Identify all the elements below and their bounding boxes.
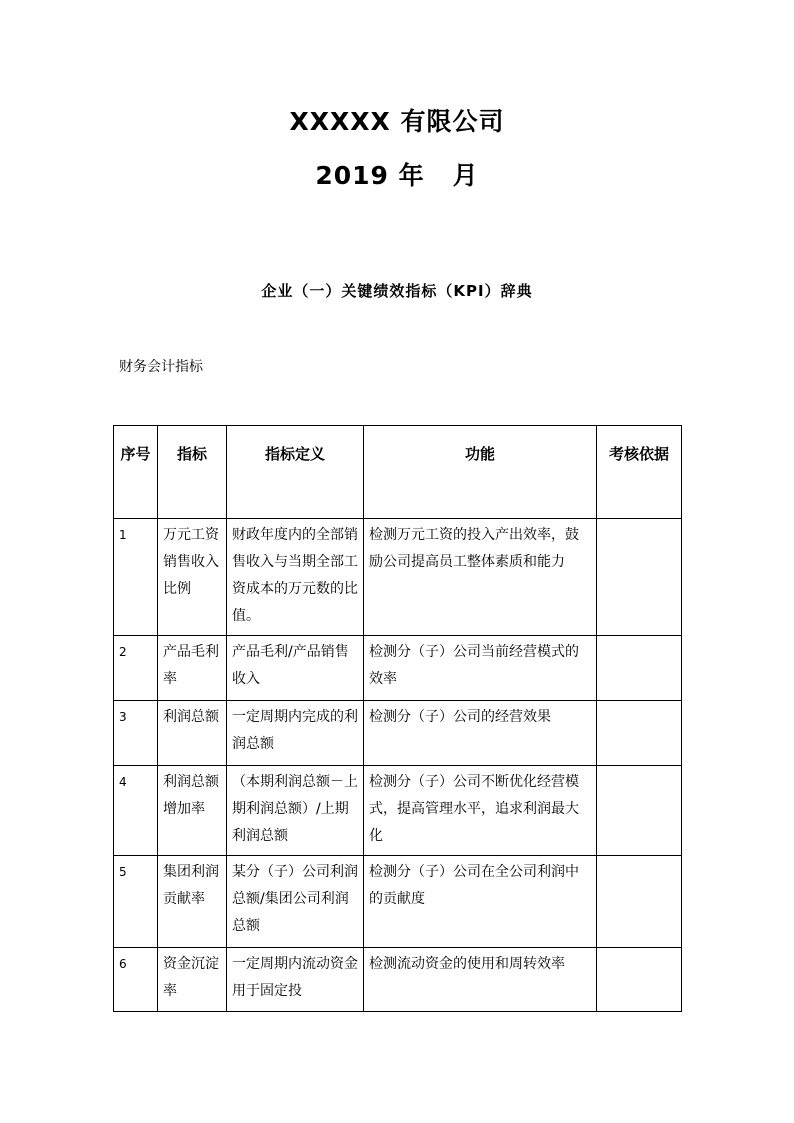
row-no: 2 bbox=[114, 636, 158, 701]
company-title: XXXXX 有限公司 bbox=[289, 107, 505, 136]
header-indicator: 指标 bbox=[158, 426, 227, 519]
row-basis bbox=[597, 701, 682, 766]
row-indicator: 资金沉淀率 bbox=[158, 948, 227, 1012]
document-title: 企业（一）关键绩效指标（KPI）辞典 bbox=[261, 282, 533, 300]
row-basis bbox=[597, 856, 682, 948]
row-indicator: 利润总额 bbox=[158, 701, 227, 766]
row-definition: （本期利润总额－上期利润总额）/上期利润总额 bbox=[227, 766, 364, 856]
row-function: 检测分（子）公司不断优化经营模式，提高管理水平，追求利润最大化 bbox=[364, 766, 597, 856]
table-row bbox=[114, 519, 682, 636]
row-indicator: 集团利润贡献率 bbox=[158, 856, 227, 948]
row-basis bbox=[597, 948, 682, 1012]
row-definition: 某分（子）公司利润总额/集团公司利润总额 bbox=[227, 856, 364, 948]
header-basis: 考核依据 bbox=[597, 426, 682, 519]
section-label: 财务会计指标 bbox=[119, 359, 203, 375]
row-no: 1 bbox=[114, 519, 158, 636]
row-indicator: 万元工资销售收入比例 bbox=[158, 519, 227, 636]
header-no: 序号 bbox=[114, 426, 158, 519]
row-indicator: 利润总额增加率 bbox=[158, 766, 227, 856]
row-function: 检测分（子）公司在全公司利润中的贡献度 bbox=[364, 856, 597, 948]
row-no: 5 bbox=[114, 856, 158, 948]
table-header-row bbox=[114, 426, 682, 519]
row-no: 3 bbox=[114, 701, 158, 766]
row-definition: 一定周期内流动资金用于固定投 bbox=[227, 948, 364, 1012]
month-text: 月 bbox=[452, 161, 479, 190]
row-basis bbox=[597, 636, 682, 701]
table-row bbox=[114, 701, 682, 766]
row-definition: 一定周期内完成的利润总额 bbox=[227, 701, 364, 766]
table-row bbox=[114, 948, 682, 1012]
kpi-table bbox=[113, 425, 682, 1012]
table-row bbox=[114, 856, 682, 948]
row-no: 6 bbox=[114, 948, 158, 1012]
year-text: 2019 年 bbox=[315, 161, 425, 190]
row-definition: 财政年度内的全部销售收入与当期全部工资成本的万元数的比值。 bbox=[227, 519, 364, 636]
row-function: 检测分（子）公司当前经营模式的效率 bbox=[364, 636, 597, 701]
row-no: 4 bbox=[114, 766, 158, 856]
row-indicator: 产品毛利率 bbox=[158, 636, 227, 701]
row-definition: 产品毛利/产品销售收入 bbox=[227, 636, 364, 701]
date-title bbox=[0, 156, 794, 192]
row-function: 检测流动资金的使用和周转效率 bbox=[364, 948, 597, 1012]
table-row bbox=[114, 636, 682, 701]
row-function: 检测万元工资的投入产出效率，鼓励公司提高员工整体素质和能力 bbox=[364, 519, 597, 636]
row-basis bbox=[597, 766, 682, 856]
table-row bbox=[114, 766, 682, 856]
header-definition: 指标定义 bbox=[227, 426, 364, 519]
row-basis bbox=[597, 519, 682, 636]
header-function: 功能 bbox=[364, 426, 597, 519]
row-function: 检测分（子）公司的经营效果 bbox=[364, 701, 597, 766]
